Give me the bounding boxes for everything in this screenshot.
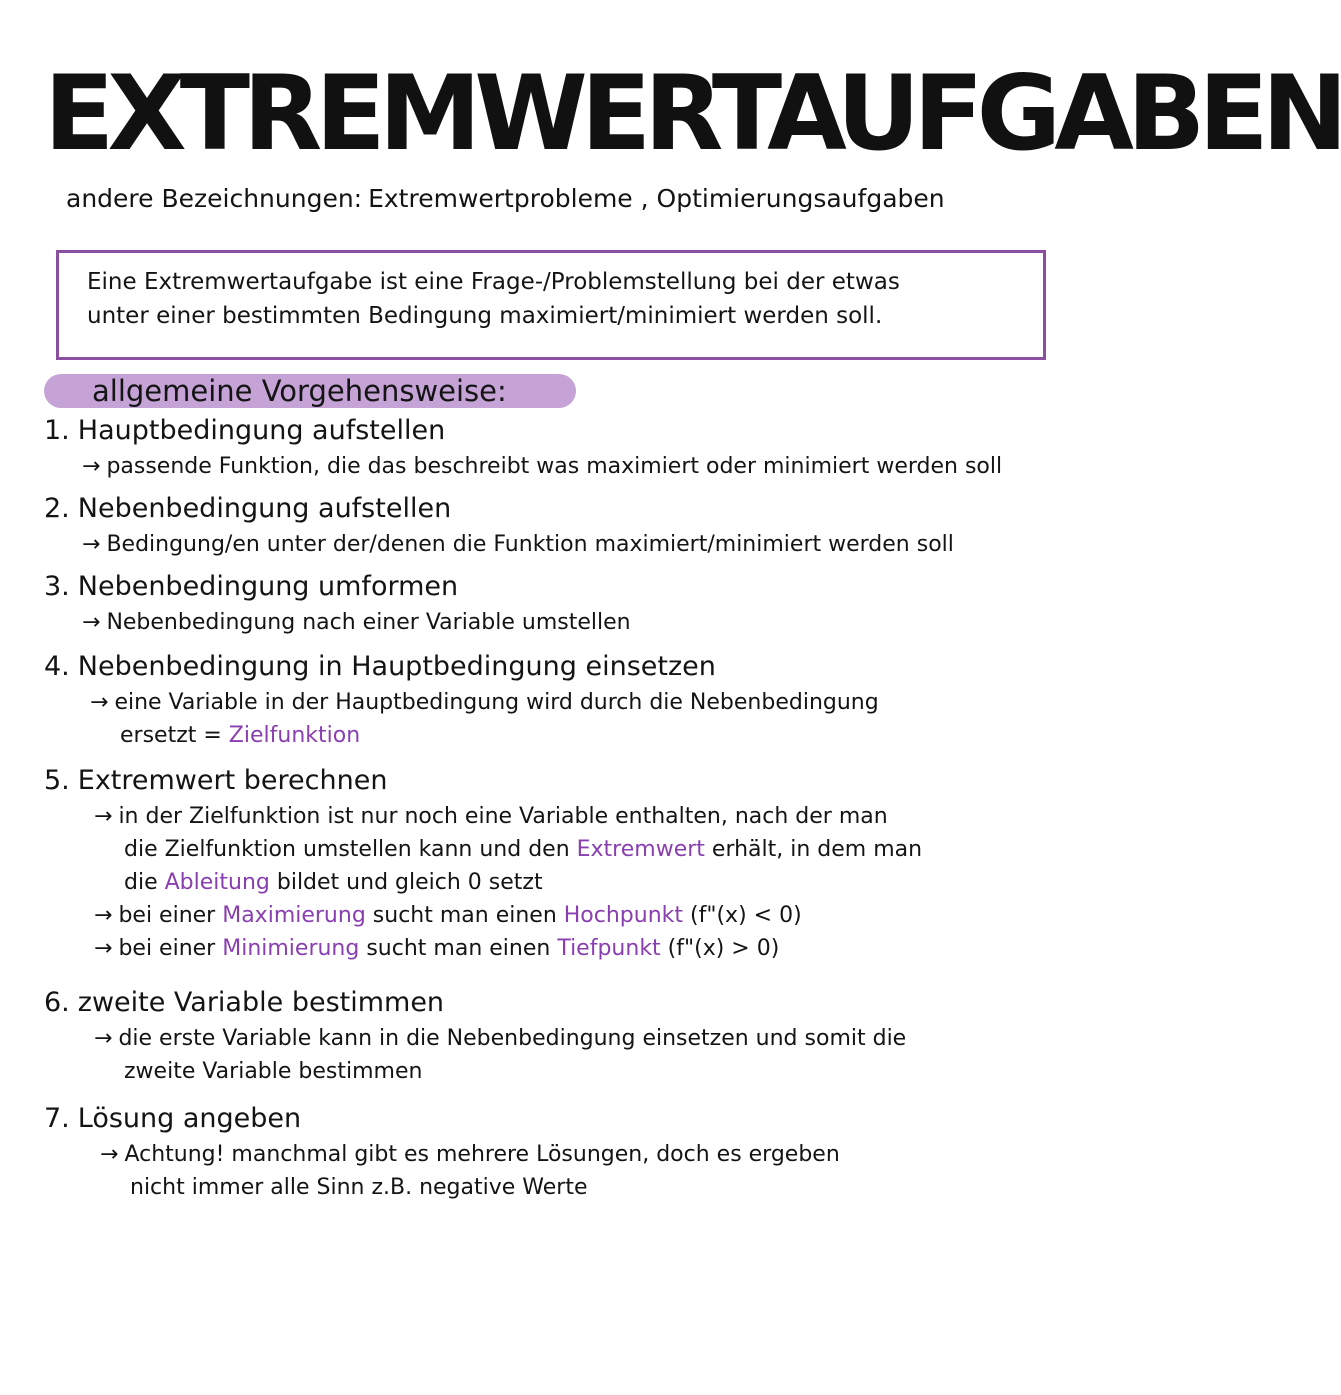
step-5-detail-line-1: [44, 800, 922, 833]
subtitle: [66, 182, 945, 216]
definition-box: [56, 250, 1046, 360]
step-5: [44, 762, 922, 965]
step-7-title: [44, 1100, 840, 1138]
step-7-detail-line-1: [44, 1138, 840, 1171]
arrow-icon: →: [94, 1026, 113, 1051]
step-detail-text: sucht man einen: [365, 903, 564, 928]
step-title-text: Extremwert berechnen: [77, 765, 388, 796]
step-1: [44, 412, 1002, 483]
step-detail-text: in der Zielfunktion ist nur noch eine Variable enthalten, nach der man: [118, 804, 888, 829]
subtitle-label: andere Bezeichnungen:: [66, 184, 363, 213]
step-number: 2.: [44, 493, 70, 524]
highlight-minimierung: Minimierung: [222, 936, 360, 961]
section-heading: allgemeine Vorgehensweise:: [44, 374, 576, 408]
step-detail-text: Achtung! manchmal gibt es mehrere Lösungen, doch es ergeben: [124, 1142, 840, 1167]
subtitle-value: Extremwertprobleme , Optimierungsaufgaben: [368, 184, 945, 213]
step-number: 3.: [44, 571, 70, 602]
highlight-tiefpunkt: Tiefpunkt: [557, 936, 661, 961]
step-2-title: [44, 490, 954, 528]
step-detail-text: eine Variable in der Hauptbedingung wird durch die Nebenbedingung: [114, 690, 879, 715]
definition-line-1: Eine Extremwertaufgabe ist eine Frage-/Problemstellung bei der etwas: [87, 269, 900, 295]
step-3: [44, 568, 631, 639]
arrow-icon: →: [100, 1142, 119, 1167]
step-title-text: Hauptbedingung aufstellen: [77, 415, 446, 446]
step-detail-text: (f"(x) < 0): [683, 903, 802, 928]
step-4: [44, 648, 879, 752]
step-3-title: [44, 568, 631, 606]
page-title: EXTREMWERTAUFGABEN: [44, 54, 1341, 174]
step-number: 1.: [44, 415, 70, 446]
highlight-zielfunktion: Zielfunktion: [228, 723, 361, 748]
step-6: [44, 984, 906, 1088]
step-6-title: [44, 984, 906, 1022]
definition-line-2: unter einer bestimmten Bedingung maximiert/minimiert werden soll.: [87, 303, 883, 329]
arrow-icon: →: [82, 454, 101, 479]
step-detail-text: bei einer: [118, 903, 223, 928]
highlight-hochpunkt: Hochpunkt: [563, 903, 684, 928]
step-title-text: Lösung angeben: [77, 1103, 302, 1134]
step-detail-text: ersetzt =: [120, 723, 229, 748]
step-detail-text: zweite Variable bestimmen: [124, 1059, 423, 1084]
step-5-detail-line-2: [44, 833, 922, 866]
step-3-detail: [44, 606, 631, 639]
step-2: [44, 490, 954, 561]
step-5-title: [44, 762, 922, 800]
step-detail-text: die erste Variable kann in die Nebenbedingung einsetzen und somit die: [118, 1026, 907, 1051]
step-detail-text: Bedingung/en unter der/denen die Funktion maximiert/minimiert werden soll: [106, 532, 954, 557]
step-title-text: zweite Variable bestimmen: [77, 987, 445, 1018]
step-detail-text: bei einer: [118, 936, 223, 961]
step-4-detail-line-1: [44, 686, 879, 719]
step-number: 6.: [44, 987, 70, 1018]
step-detail-text: Nebenbedingung nach einer Variable umstellen: [106, 610, 631, 635]
step-detail-text: die Zielfunktion umstellen kann und den: [124, 837, 577, 862]
step-5-detail-line-3: [44, 866, 922, 899]
highlight-extremwert: Extremwert: [576, 837, 705, 862]
step-6-detail-line-2: [44, 1055, 906, 1088]
arrow-icon: →: [82, 610, 101, 635]
step-1-title: [44, 412, 1002, 450]
step-1-detail: [44, 450, 1002, 483]
step-detail-text: bildet und gleich 0 setzt: [269, 870, 543, 895]
highlight-ableitung: Ableitung: [164, 870, 270, 895]
arrow-icon: →: [94, 903, 113, 928]
highlight-maximierung: Maximierung: [222, 903, 366, 928]
arrow-icon: →: [94, 936, 113, 961]
step-7-detail-line-2: [44, 1171, 840, 1204]
step-4-title: [44, 648, 879, 686]
step-number: 7.: [44, 1103, 70, 1134]
step-detail-text: sucht man einen: [359, 936, 558, 961]
step-detail-text: die: [124, 870, 165, 895]
step-5-minimization: [44, 932, 922, 965]
step-detail-text: erhält, in dem man: [704, 837, 923, 862]
step-title-text: Nebenbedingung umformen: [77, 571, 459, 602]
arrow-icon: →: [82, 532, 101, 557]
step-4-detail-line-2: [44, 719, 879, 752]
arrow-icon: →: [90, 690, 109, 715]
step-7: [44, 1100, 840, 1204]
step-detail-text: nicht immer alle Sinn z.B. negative Werte: [130, 1175, 588, 1200]
step-detail-text: passende Funktion, die das beschreibt was maximiert oder minimiert werden soll: [106, 454, 1003, 479]
step-5-maximization: [44, 899, 922, 932]
step-2-detail: [44, 528, 954, 561]
step-number: 4.: [44, 651, 70, 682]
step-title-text: Nebenbedingung aufstellen: [77, 493, 452, 524]
step-6-detail-line-1: [44, 1022, 906, 1055]
step-title-text: Nebenbedingung in Hauptbedingung einsetzen: [77, 651, 716, 682]
arrow-icon: →: [94, 804, 113, 829]
step-number: 5.: [44, 765, 70, 796]
step-detail-text: (f"(x) > 0): [660, 936, 780, 961]
